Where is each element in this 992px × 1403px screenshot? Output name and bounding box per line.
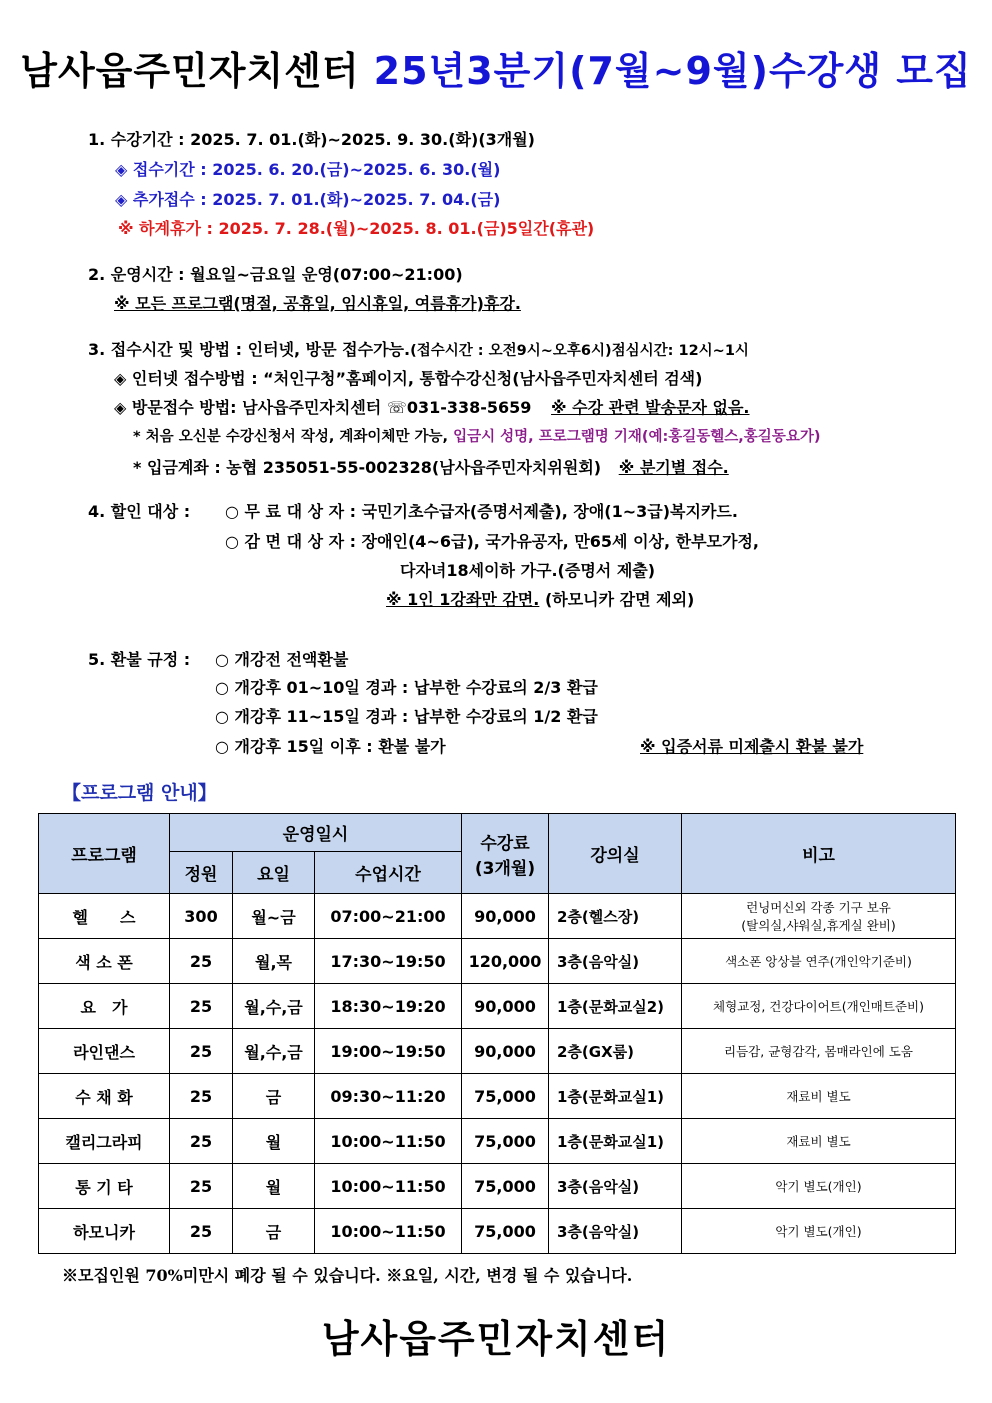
program-section-title: 【프로그램 안내】 [62, 782, 217, 804]
footer-title: 남사읍주민자치센터 [321, 1317, 671, 1361]
cell-days: 월,수,금 [233, 1029, 315, 1074]
s5-r2: ○ 개강후 01~10일 경과 : 납부한 수강료의 2/3 환급 [215, 678, 598, 697]
cell-fee: 90,000 [462, 984, 549, 1029]
cell-time: 17:30~19:50 [315, 939, 462, 984]
s4-free: ○ 무 료 대 상 자 : 국민기초수급자(증명서제출), 장애(1~3급)복지카드. [225, 502, 738, 521]
s5-label: 5. 환불 규정 : [88, 650, 191, 669]
cell-capacity: 25 [170, 1029, 233, 1074]
s3-account [133, 455, 729, 478]
cell-time: 10:00~11:50 [315, 1119, 462, 1164]
s4-label: 4. 할인 대상 : [88, 502, 191, 521]
table-row [39, 984, 956, 1029]
s5-r3: ○ 개강후 11~15일 경과 : 납부한 수강료의 1/2 환급 [215, 707, 598, 726]
cell-time: 10:00~11:50 [315, 1164, 462, 1209]
table-row [39, 1119, 956, 1164]
header-fee-1: 수강료 [480, 833, 530, 854]
s2-closed: ※ 모든 프로그램(명절, 공휴일, 임시휴일, 여름휴가)휴강. [114, 294, 521, 313]
cell-capacity: 25 [170, 984, 233, 1029]
s3-visit-text: ◈ 방문접수 방법: 남사읍주민자치센터 ☏031-338-5659 [114, 398, 532, 417]
cell-room: 1층(문화교실1) [549, 1119, 682, 1164]
table-row [39, 894, 956, 939]
s2-hours: 2. 운영시간 : 월요일~금요일 운영(07:00~21:00) [88, 265, 463, 284]
s3-internet: ◈ 인터넷 접수방법 : “처인구청”홈페이지, 통합수강신청(남사읍주민자치센터 검색) [114, 369, 703, 388]
cell-capacity: 25 [170, 1209, 233, 1254]
table-row [39, 1029, 956, 1074]
cell-note: 재료비 별도 [682, 1119, 956, 1164]
s3-first-note: 입금시 성명, 프로그램명 기재(예:홍길동헬스,홍길동요가) [453, 429, 821, 445]
cell-days: 월,수,금 [233, 984, 315, 1029]
cell-time: 09:30~11:20 [315, 1074, 462, 1119]
s5-r1: ○ 개강전 전액환불 [215, 650, 349, 669]
s4-one-rest: (하모니카 감면 제외) [544, 590, 695, 609]
cell-capacity: 25 [170, 939, 233, 984]
cell-name: 색 소 폰 [39, 939, 170, 984]
table-row [39, 1074, 956, 1119]
cell-note: 악기 별도(개인) [682, 1209, 956, 1254]
header-program: 프로그램 [39, 814, 170, 894]
cell-fee: 75,000 [462, 1119, 549, 1164]
cell-room: 2층(헬스장) [549, 894, 682, 939]
cell-fee: 75,000 [462, 1074, 549, 1119]
s3-account-note: ※ 분기별 접수. [618, 458, 729, 477]
cell-days: 월~금 [233, 894, 315, 939]
cell-note-line2: (탈의실,샤워실,휴게실 완비) [741, 918, 896, 933]
cell-capacity: 300 [170, 894, 233, 939]
cell-name: 하모니카 [39, 1209, 170, 1254]
cell-note-line1: 런닝머신외 각종 기구 보유 [746, 900, 891, 915]
cell-time: 10:00~11:50 [315, 1209, 462, 1254]
s4-reduce2: 다자녀18세이하 가구.(증명서 제출) [400, 561, 656, 580]
cell-room: 3층(음악실) [549, 1209, 682, 1254]
cell-time: 07:00~21:00 [315, 894, 462, 939]
cell-note: 색소폰 앙상블 연주(개인악기준비) [682, 939, 956, 984]
s3-first [133, 425, 820, 446]
cell-name: 통 기 타 [39, 1164, 170, 1209]
header-room: 강의실 [549, 814, 682, 894]
header-time: 수업시간 [315, 852, 462, 894]
cell-fee: 120,000 [462, 939, 549, 984]
cell-name: 헬 스 [39, 894, 170, 939]
s1-reception: ◈ 접수기간 : 2025. 6. 20.(금)~2025. 6. 30.(월) [115, 160, 501, 179]
cell-room: 2층(GX룸) [549, 1029, 682, 1074]
cell-days: 월,목 [233, 939, 315, 984]
s1-period: 1. 수강기간 : 2025. 7. 01.(화)~2025. 9. 30.(화)(3개월) [88, 130, 535, 149]
cell-note: 악기 별도(개인) [682, 1164, 956, 1209]
header-capacity: 정원 [170, 852, 233, 894]
s3-account-text: * 입금계좌 : 농협 235051-55-002328(남사읍주민자치위원회) [133, 458, 602, 477]
s5-note: ※ 입증서류 미제출시 환불 불가 [640, 737, 864, 756]
cell-name: 라인댄스 [39, 1029, 170, 1074]
s4-one-text: ※ 1인 1강좌만 감면. [386, 590, 540, 609]
cell-room: 3층(음악실) [549, 1164, 682, 1209]
cell-capacity: 25 [170, 1119, 233, 1164]
cell-fee: 90,000 [462, 894, 549, 939]
cell-fee: 75,000 [462, 1164, 549, 1209]
header-fee-2: (3개월) [474, 858, 536, 879]
title-main: 남사읍주민자치센터 [20, 49, 360, 93]
cell-name: 캘리그라피 [39, 1119, 170, 1164]
cell-time: 19:00~19:50 [315, 1029, 462, 1074]
cell-note: 체형교정, 건강다이어트(개인매트준비) [682, 984, 956, 1029]
s3-method-text: 3. 접수시간 및 방법 : 인터넷, 방문 접수가능. [88, 340, 411, 359]
s4-reduce: ○ 감 면 대 상 자 : 장애인(4~6급), 국가유공자, 만65세 이상, 한부모가정, [225, 532, 759, 551]
program-table [38, 813, 956, 1254]
s3-first-text: * 처음 오신분 수강신청서 작성, 계좌이체만 가능, [133, 429, 449, 445]
s1-summer: ※ 하계휴가 : 2025. 7. 28.(월)~2025. 8. 01.(금)5일간(휴관) [118, 219, 595, 238]
s3-method-time: (접수시간 : 오전9시~오후6시)점심시간: 12시~1시 [410, 343, 749, 359]
s3-method [88, 337, 749, 360]
table-row [39, 1209, 956, 1254]
cell-fee: 90,000 [462, 1029, 549, 1074]
cell-days: 금 [233, 1074, 315, 1119]
header-fee [462, 814, 549, 894]
table-row [39, 1164, 956, 1209]
header-operation: 운영일시 [170, 814, 462, 852]
cell-fee: 75,000 [462, 1209, 549, 1254]
s1-extra: ◈ 추가접수 : 2025. 7. 01.(화)~2025. 7. 04.(금) [115, 190, 501, 209]
header-note: 비고 [682, 814, 956, 894]
cell-note: 재료비 별도 [682, 1074, 956, 1119]
header-days: 요일 [233, 852, 315, 894]
cell-room: 1층(문화교실2) [549, 984, 682, 1029]
cell-room: 1층(문화교실1) [549, 1074, 682, 1119]
s3-visit [114, 395, 750, 418]
cell-days: 월 [233, 1119, 315, 1164]
title-sub: 25년3분기(7월~9월)수강생 모집 [373, 49, 972, 93]
cell-name: 수 채 화 [39, 1074, 170, 1119]
cell-capacity: 25 [170, 1164, 233, 1209]
table-row [39, 939, 956, 984]
cell-name: 요 가 [39, 984, 170, 1029]
cell-note: 리듬감, 균형감각, 몸매라인에 도움 [682, 1029, 956, 1074]
s5-r4: ○ 개강후 15일 이후 : 환불 불가 [215, 737, 446, 756]
page-title [0, 40, 992, 95]
cell-note [682, 894, 956, 939]
cell-room: 3층(음악실) [549, 939, 682, 984]
cell-time: 18:30~19:20 [315, 984, 462, 1029]
cell-days: 월 [233, 1164, 315, 1209]
cell-days: 금 [233, 1209, 315, 1254]
s4-one [386, 587, 694, 610]
cell-capacity: 25 [170, 1074, 233, 1119]
s3-visit-note: ※ 수강 관련 발송문자 없음. [551, 398, 750, 417]
bottom-note: ※모집인원 70%미만시 폐강 될 수 있습니다. ※요일, 시간, 변경 될 수 있습니다. [62, 1266, 633, 1285]
